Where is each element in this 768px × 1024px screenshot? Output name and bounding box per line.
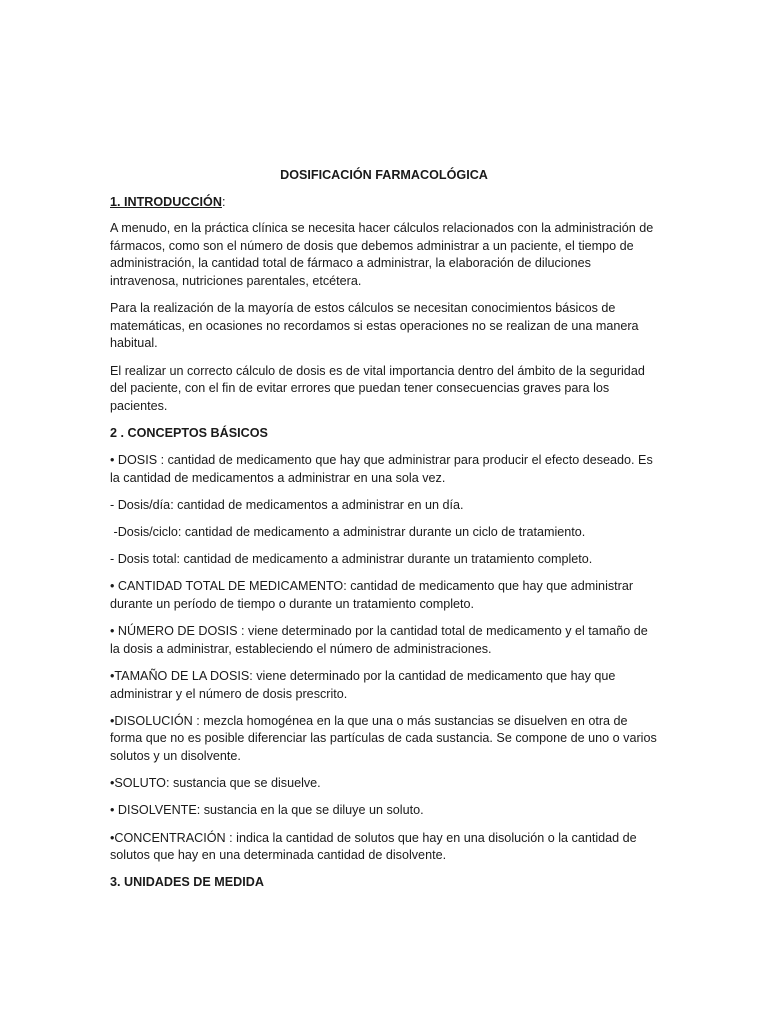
- paragraph: •DISOLUCIÓN : mezcla homogénea en la que una o más sustancias se disuelven en otra de forma que no es posible diferenciar las partículas de cada sustancia. Se compone de uno o varios solutos y un disolvente.: [110, 713, 657, 763]
- paragraph: •TAMAÑO DE LA DOSIS: viene determinado por la cantidad de medicamento que hay que administrar y el número de dosis prescrito.: [110, 669, 616, 701]
- section-heading-conceptos: 2 . CONCEPTOS BÁSICOS: [110, 425, 268, 440]
- paragraph: A menudo, en la práctica clínica se necesita hacer cálculos relacionados con la administración de fármacos, como son el número de dosis que debemos administrar a un paciente, el tiempo de administración, la cantidad total de fármaco a administrar, la elaboración de diluciones intravenosa, nutriciones parentales, etcétera.: [110, 221, 654, 288]
- paragraph: • DISOLVENTE: sustancia en la que se diluye un soluto.: [110, 803, 424, 818]
- section-heading-unidades: 3. UNIDADES DE MEDIDA: [110, 875, 264, 890]
- section-heading-text: 1. INTRODUCCIÓN: [110, 194, 222, 209]
- paragraph: • CANTIDAD TOTAL DE MEDICAMENTO: cantidad de medicamento que hay que administrar durante un período de tiempo o durante un tratamiento completo.: [110, 579, 634, 612]
- paragraph: El realizar un correcto cálculo de dosis es de vital importancia dentro del ámbito de la seguridad del paciente, con el fin de evitar errores que puedan tener consecuencias graves para los pacientes.: [110, 363, 645, 413]
- paragraph: •SOLUTO: sustancia que se disuelve.: [110, 776, 321, 791]
- paragraph: -Dosis/ciclo: cantidad de medicamento a administrar durante un ciclo de tratamiento.: [110, 525, 586, 540]
- paragraph: - Dosis/día: cantidad de medicamentos a administrar en un día.: [110, 497, 464, 512]
- paragraph: • DOSIS : cantidad de medicamento que hay que administrar para producir el efecto deseado. Es la cantidad de medicamentos a administrar en una sola vez.: [110, 453, 653, 485]
- document-page: [110, 167, 658, 901]
- paragraph: Para la realización de la mayoría de estos cálculos se necesitan conocimientos básicos de matemáticas, en ocasiones no recordamos si estas operaciones no se realizan de una manera habitual.: [110, 301, 639, 351]
- section-heading-suffix: :: [221, 194, 226, 209]
- paragraph: •CONCENTRACIÓN : indica la cantidad de solutos que hay en una disolución o la cantidad de solutos que hay en una determinada cantidad de disolvente.: [110, 830, 637, 863]
- paragraph: - Dosis total: cantidad de medicamento a administrar durante un tratamiento completo.: [110, 552, 593, 567]
- paragraph: • NÚMERO DE DOSIS : viene determinado por la cantidad total de medicamento y el tamaño de la dosis a administrar, estableciendo el número de administraciones.: [110, 624, 648, 656]
- section-heading-introduccion: [110, 194, 658, 212]
- document-title: DOSIFICACIÓN FARMACOLÓGICA: [280, 168, 488, 182]
